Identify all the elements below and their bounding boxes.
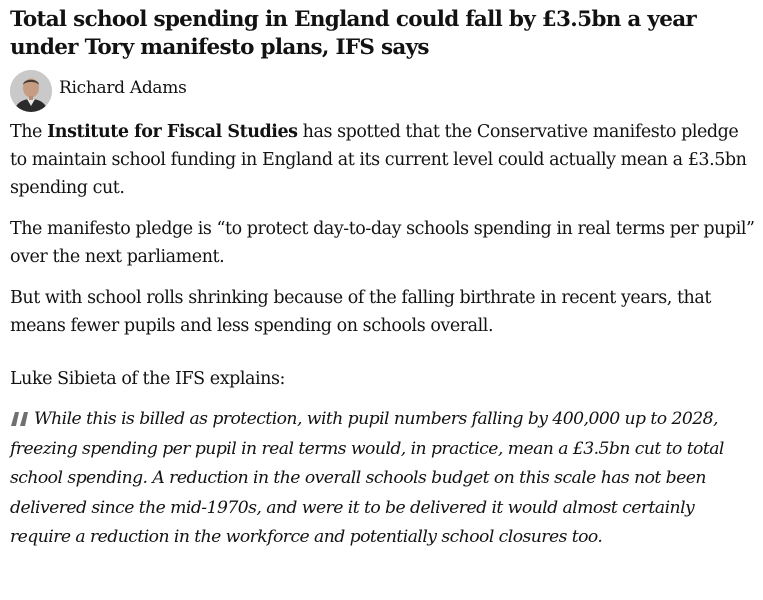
author-photo-icon — [10, 70, 52, 112]
paragraph-1-rest: has spotted that the Conservative manifesto pledge to maintain school funding in England at its current level could actually mean a £3.5bn spending cut. — [10, 122, 747, 198]
quote-mark-icon — [10, 409, 34, 431]
author-avatar[interactable] — [10, 70, 52, 112]
quote-text: While this is billed as protection, with pupil numbers falling by 400,000 up to 2028, freezing spending per pupil in real terms would, in practice, mean a £3.5bn cut to total school spending. A reduction in the overall schools budget on this scale has not been delivered since the mid-1970s, and were it to be delivered it would almost certainly require a reduction in the workforce and potentially school closures too. — [10, 409, 724, 547]
paragraph-4: Luke Sibieta of the IFS explains: — [10, 369, 285, 389]
author-name-link[interactable]: Richard Adams — [59, 78, 187, 98]
paragraph-2: The manifesto pledge is “to protect day-to-day schools spending in real terms per pupil” over the next parliament. — [10, 219, 755, 267]
ifs-link[interactable]: Institute for Fiscal Studies — [47, 122, 298, 142]
paragraph-1-lead: The — [10, 122, 48, 142]
article-block — [10, 6, 755, 553]
pull-quote — [10, 405, 755, 553]
paragraph-3: But with school rolls shrinking because of the falling birthrate in recent years, that means fewer pupils and less spending on schools overall. — [10, 288, 711, 336]
byline — [10, 70, 755, 112]
paragraph-1 — [10, 118, 755, 202]
article-headline: Total school spending in England could fall by £3.5bn a year under Tory manifesto plans, IFS says — [10, 7, 697, 60]
